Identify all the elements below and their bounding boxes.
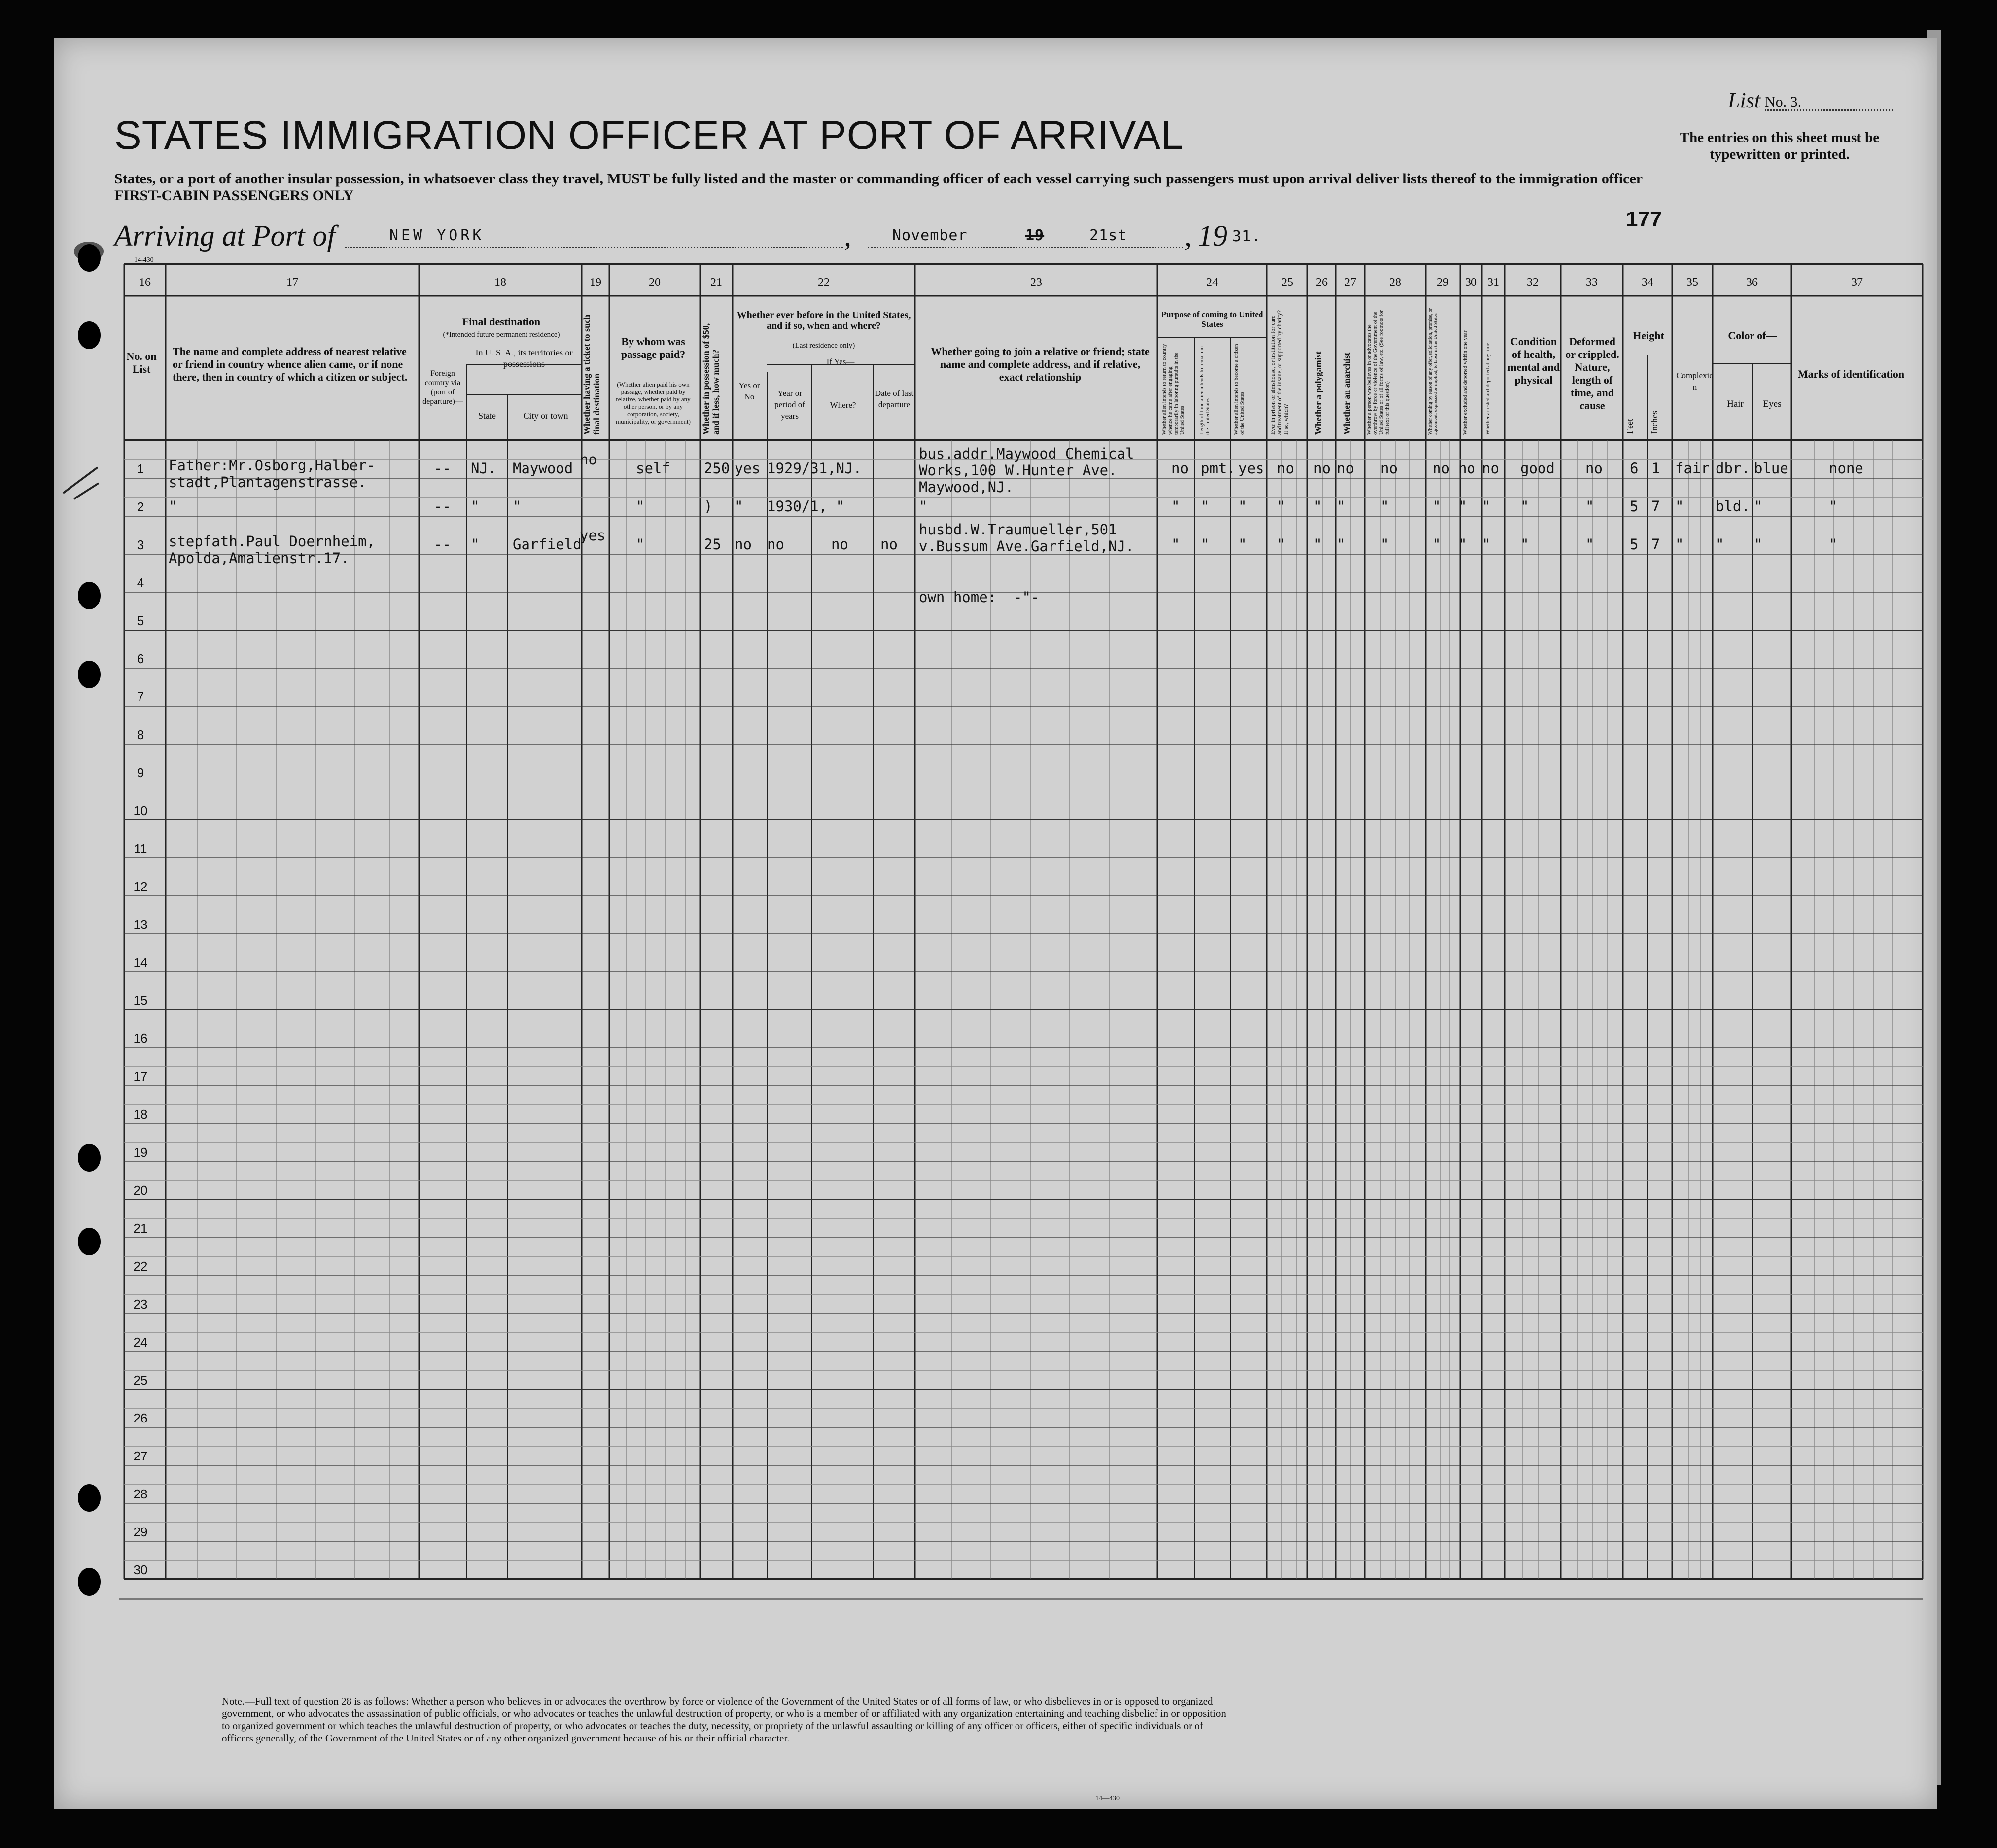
entry-foreign: -- xyxy=(434,498,451,515)
entry-inches: 1 xyxy=(1651,460,1660,477)
row-number: 20 xyxy=(133,1182,148,1198)
column-number: 21 xyxy=(710,276,722,289)
row-number: 25 xyxy=(133,1372,148,1387)
column-number: 27 xyxy=(1344,276,1356,289)
entry-health: good xyxy=(1520,460,1555,477)
form-title: STATES IMMIGRATION OFFICER AT PORT OF ARRIVAL xyxy=(114,113,1184,158)
entry-money: 250 xyxy=(704,460,730,477)
column-number: 36 xyxy=(1746,276,1758,289)
header-purpose: Purpose of coming to United States xyxy=(1161,310,1263,329)
arrival-month: November xyxy=(892,227,968,244)
entry-state: " xyxy=(471,498,480,515)
entry-eyes: blue xyxy=(1754,460,1788,477)
entry-city: Garfield xyxy=(513,536,582,553)
entry-c30: " xyxy=(1458,498,1467,515)
entry-state: NJ. xyxy=(471,460,497,477)
entry-c25: no xyxy=(1277,460,1294,477)
entry-before: yes xyxy=(735,460,761,477)
header-yes-or-no: Yes or No xyxy=(738,381,760,401)
row-number: 10 xyxy=(133,803,148,818)
column-number: 35 xyxy=(1686,276,1698,289)
header-fifty-dollars: Whether in possession of $50, and if less, how much? xyxy=(701,323,721,435)
entry-joining: husbd.W.Traumueller,501 v.Bussum Ave.Garfield,NJ. xyxy=(919,521,1134,555)
entry-city: Maywood xyxy=(513,460,573,477)
column-number: 26 xyxy=(1316,276,1328,289)
entry-paid-by: self xyxy=(636,460,670,477)
entry-deformed: " xyxy=(1585,498,1594,515)
year-prefix: 19 xyxy=(1198,219,1227,252)
row-number: 12 xyxy=(133,879,148,894)
row-number: 23 xyxy=(133,1296,148,1312)
row-number: 8 xyxy=(137,727,144,742)
entry-foreign: -- xyxy=(434,536,451,553)
entry-joining: bus.addr.Maywood Chemical Works,100 W.Hunter Ave. Maywood,NJ. xyxy=(919,445,1134,496)
entry-p24a: " xyxy=(1171,536,1180,553)
header-deformed: Deformed or crippled. Nature, length of time, and cause xyxy=(1565,335,1619,412)
header-purpose-length: Length of time alien intends to remain in the United States xyxy=(1199,346,1211,435)
header-year-period: Year or period of years xyxy=(774,389,805,421)
header-color-of: Color of— xyxy=(1728,329,1777,342)
row-number: 24 xyxy=(133,1334,148,1350)
header-deported: Whether arrested and deported at any time xyxy=(1485,343,1491,435)
header-state: State xyxy=(478,411,496,421)
entry-health: " xyxy=(1520,498,1529,515)
header-overthrow: Whether a person who believes in or advocates the overthrow by force or violence of the Government of the United States or of all forms of law, etc. (See footnote for full text of this question) xyxy=(1366,310,1390,435)
row-number: 29 xyxy=(133,1524,148,1539)
entry-c25: " xyxy=(1277,498,1286,515)
column-number: 23 xyxy=(1030,276,1042,289)
row-number: 5 xyxy=(137,613,144,628)
header-foreign-country: Foreign country via (port of departure)— xyxy=(422,369,463,406)
entry-hair: " xyxy=(1716,536,1724,553)
header-line-1: States, or a port of another insular possession, in whatsoever class they travel, MUST be fully listed and the master or commanding officer of each vessel carrying such passengers must upon arrival deliver lists thereof to the immigration officer xyxy=(114,171,1643,187)
header-joining-relative: Whether going to join a relative or friend; state name and complete address, and if relative, exact relationship xyxy=(931,345,1150,383)
header-usa: In U. S. A., its territories or possessions xyxy=(475,348,573,369)
entry-c31: " xyxy=(1482,536,1491,553)
row-number: 7 xyxy=(137,689,144,704)
header-polygamist: Whether a polygamist xyxy=(1313,351,1323,435)
header-health: Condition of health, mental and physical xyxy=(1507,335,1560,386)
entry-c30: " xyxy=(1458,536,1467,553)
entry-p24a: " xyxy=(1171,498,1180,515)
header-feet: Feet xyxy=(1625,419,1635,434)
year-suffix: 31. xyxy=(1232,228,1261,245)
entry-money: ) xyxy=(704,498,713,515)
entry-marks: " xyxy=(1829,536,1838,553)
header-where: Where? xyxy=(830,400,856,410)
header-final-destination: Final destination xyxy=(462,316,541,328)
header-final-destination-sub: (*Intended future permanent residence) xyxy=(443,331,560,339)
column-number: 25 xyxy=(1281,276,1293,289)
row-number: 14 xyxy=(133,955,148,970)
entry-feet: 6 xyxy=(1630,460,1639,477)
entry-c29: " xyxy=(1433,536,1441,553)
row-number: 19 xyxy=(133,1144,148,1160)
entry-ticket: yes xyxy=(580,527,606,544)
header-excluded: Whether excluded and deported within one year xyxy=(1462,330,1468,435)
struck-year: 19 xyxy=(1025,227,1045,244)
header-last-residence: (Last residence only) xyxy=(792,342,855,350)
entry-p24c: " xyxy=(1238,498,1247,515)
port-value: NEW YORK xyxy=(389,227,485,244)
list-label: List xyxy=(1728,88,1761,112)
column-number: 30 xyxy=(1465,276,1477,289)
arriving-label: Arriving at Port of xyxy=(114,219,336,252)
header-hair: Hair xyxy=(1727,399,1744,409)
entry-p24b: pmt. xyxy=(1201,460,1235,477)
entry-p24c: yes xyxy=(1238,460,1264,477)
column-number: 31 xyxy=(1487,276,1499,289)
column-number: 29 xyxy=(1437,276,1449,289)
entry-c26: " xyxy=(1313,536,1322,553)
column-number: 24 xyxy=(1206,276,1218,289)
entry-before: no xyxy=(735,536,752,553)
entry-marks: " xyxy=(1829,498,1838,515)
header-eyes: Eyes xyxy=(1763,399,1782,409)
column-number: 20 xyxy=(649,276,661,289)
entry-foreign: -- xyxy=(434,460,451,477)
entry-c28: " xyxy=(1380,498,1389,515)
row-number: 4 xyxy=(137,575,144,590)
entry-hair: bld. xyxy=(1716,498,1750,515)
column-number: 16 xyxy=(139,276,151,289)
header-anarchist: Whether an anarchist xyxy=(1342,352,1352,435)
header-passage-paid-sub: (Whether alien paid his own passage, whether paid by relative, whether paid by any other person, or by any corporation, society, municipality, or government) xyxy=(616,381,691,425)
entry-c31: " xyxy=(1482,498,1491,515)
entry-deformed: no xyxy=(1585,460,1603,477)
row-number: 3 xyxy=(137,537,144,552)
entry-p24a: no xyxy=(1171,460,1189,477)
row-number: 17 xyxy=(133,1068,148,1084)
entry-eyes: " xyxy=(1754,536,1763,553)
entry-feet: 5 xyxy=(1630,498,1639,515)
column-number: 33 xyxy=(1586,276,1598,289)
row-number: 28 xyxy=(133,1486,148,1501)
header-prison: Ever in prison or almshouse, or institution for care and treatment of the insane, or supported by charity? If so, which? xyxy=(1269,310,1289,435)
row-number: 30 xyxy=(133,1562,148,1577)
header-purpose-return: Whether alien intends to return to country whence he came after engaging temporarily in laboring pursuits in the United States xyxy=(1161,344,1185,435)
row-number: 1 xyxy=(137,461,144,476)
row-number: 18 xyxy=(133,1106,148,1122)
row-number: 13 xyxy=(133,917,148,932)
entry-c26: " xyxy=(1313,498,1322,515)
column-number: 32 xyxy=(1527,276,1539,289)
entry-deformed: " xyxy=(1585,536,1594,553)
header-line-2: FIRST-CABIN PASSENGERS ONLY xyxy=(114,187,354,204)
entry-c30: no xyxy=(1458,460,1475,477)
column-number: 18 xyxy=(494,276,506,289)
header-complexion: Complexion xyxy=(1676,371,1714,391)
row-number: 11 xyxy=(134,841,147,856)
header-labor-offer: Whether coming by reason of any offer, solicitation, promise, or agreement, expressed or implied, to labor in the United States xyxy=(1428,308,1438,435)
entry-marks: none xyxy=(1829,460,1863,477)
header-passage-paid: By whom was passage paid? xyxy=(621,335,686,360)
row-number: 26 xyxy=(133,1410,148,1425)
entry-complexion: " xyxy=(1675,536,1684,553)
column-number: 17 xyxy=(286,276,298,289)
header-ticket: Whether having a ticket to such final destination xyxy=(582,314,601,435)
entry-relative: " xyxy=(169,498,177,515)
entry-city: " xyxy=(513,498,522,515)
header-ever-before-us: Whether ever before in the United States, and if so, when and where? xyxy=(736,310,911,331)
row-number: 2 xyxy=(137,499,144,514)
entry-c27: " xyxy=(1337,536,1346,553)
comma: , xyxy=(1184,219,1191,252)
entry-hair: dbr. xyxy=(1716,460,1750,477)
entry-joining: own home: -"- xyxy=(919,589,1040,605)
entry-ticket: no xyxy=(580,451,597,468)
column-number: 19 xyxy=(590,276,601,289)
entry-c28: no xyxy=(1380,460,1398,477)
entry-c26: no xyxy=(1313,460,1331,477)
column-number: 37 xyxy=(1851,276,1863,289)
corner-form-mark: 14-430 xyxy=(134,256,154,264)
header-inches: Inches xyxy=(1649,411,1659,434)
entry-money: 25 xyxy=(704,536,721,553)
column-number: 34 xyxy=(1642,276,1653,289)
entry-where: no xyxy=(831,536,848,553)
typewritten-instruction: The entries on this sheet must be typewritten or printed. xyxy=(1680,130,1880,162)
header-if-yes: If Yes— xyxy=(826,357,855,366)
column-number: 22 xyxy=(818,276,830,289)
entry-inches: 7 xyxy=(1651,536,1660,553)
header-city: City or town xyxy=(523,411,568,421)
column-number: 28 xyxy=(1389,276,1401,289)
entry-c25: " xyxy=(1277,536,1286,553)
entry-state: " xyxy=(471,536,480,553)
header-height: Height xyxy=(1633,329,1664,342)
footnote-form-number: 14—430 xyxy=(1095,1795,1120,1802)
list-number: No. 3. xyxy=(1765,94,1802,110)
entry-c31: no xyxy=(1482,460,1499,477)
entry-p24b: " xyxy=(1201,536,1210,553)
entry-joining: " xyxy=(919,498,928,515)
entry-year: no xyxy=(767,536,784,553)
header-no-on-list: No. on List xyxy=(126,350,157,375)
comma: , xyxy=(844,219,851,252)
header-date-departure: Date of last departure xyxy=(875,389,914,409)
entry-c27: " xyxy=(1337,498,1346,515)
entry-year: 1930/1, " xyxy=(767,498,845,515)
row-number: 9 xyxy=(137,765,144,780)
entry-p24b: " xyxy=(1201,498,1210,515)
entry-c27: no xyxy=(1337,460,1354,477)
entry-health: " xyxy=(1520,536,1529,553)
entry-relative: Father:Mr.Osborg,Halber- stadt,Plantagenstrasse. xyxy=(169,457,376,491)
entry-before: " xyxy=(735,498,743,515)
row-number: 21 xyxy=(133,1220,148,1236)
entry-c29: " xyxy=(1433,498,1441,515)
entry-eyes: " xyxy=(1754,498,1763,515)
entry-c29: no xyxy=(1433,460,1450,477)
row-number: 22 xyxy=(133,1258,148,1274)
arrival-day: 21st xyxy=(1089,227,1127,244)
entry-c28: " xyxy=(1380,536,1389,553)
page-number-stamp: 177 xyxy=(1626,207,1662,231)
entry-relative: stepfath.Paul Doernheim, Apolda,Amalienstr.17. xyxy=(169,533,376,567)
entry-complexion: fair xyxy=(1675,460,1710,477)
entry-feet: 5 xyxy=(1630,536,1639,553)
entry-year: 1929/31,NJ. xyxy=(767,460,862,477)
entry-date: no xyxy=(880,536,898,553)
entry-inches: 7 xyxy=(1651,498,1660,515)
header-marks: Marks of identification xyxy=(1797,368,1905,380)
row-number: 27 xyxy=(133,1448,148,1463)
entry-paid-by: " xyxy=(636,498,645,515)
entry-p24c: " xyxy=(1238,536,1247,553)
entry-paid-by: " xyxy=(636,536,645,553)
entry-complexion: " xyxy=(1675,498,1684,515)
row-number: 15 xyxy=(133,993,148,1008)
row-number: 16 xyxy=(133,1031,148,1046)
footnote-question-28: Note.—Full text of question 28 is as follows: Whether a person who believes in or advocates the overthrow by force or violence of the Government of the United States or of all forms of law, or who disbelieves in or is opposed to organized government, or who advocates the assassination of public officials, or who advocates or teaches the unlawful destruction of property, or who is a member of or affiliated with any organization entertaining and teaching disbelief in or opposition to organized government or which teaches the unlawful destruction of property, or who advocates or teaches the duty, necessity, or propriety of the unlawful assaulting or killing of any officer or officers, either of specific individuals or of officers generally, of the Government of the United States or of any other organized government because of his or their official character. xyxy=(222,1695,1226,1744)
row-number: 6 xyxy=(137,651,144,666)
header-nearest-relative: The name and complete address of nearest relative or friend in country whence alien came, or if none there, then in country of which a citizen or subject. xyxy=(173,345,408,383)
header-purpose-citizen: Whether alien intends to become a citizen of the United States xyxy=(1233,344,1245,435)
